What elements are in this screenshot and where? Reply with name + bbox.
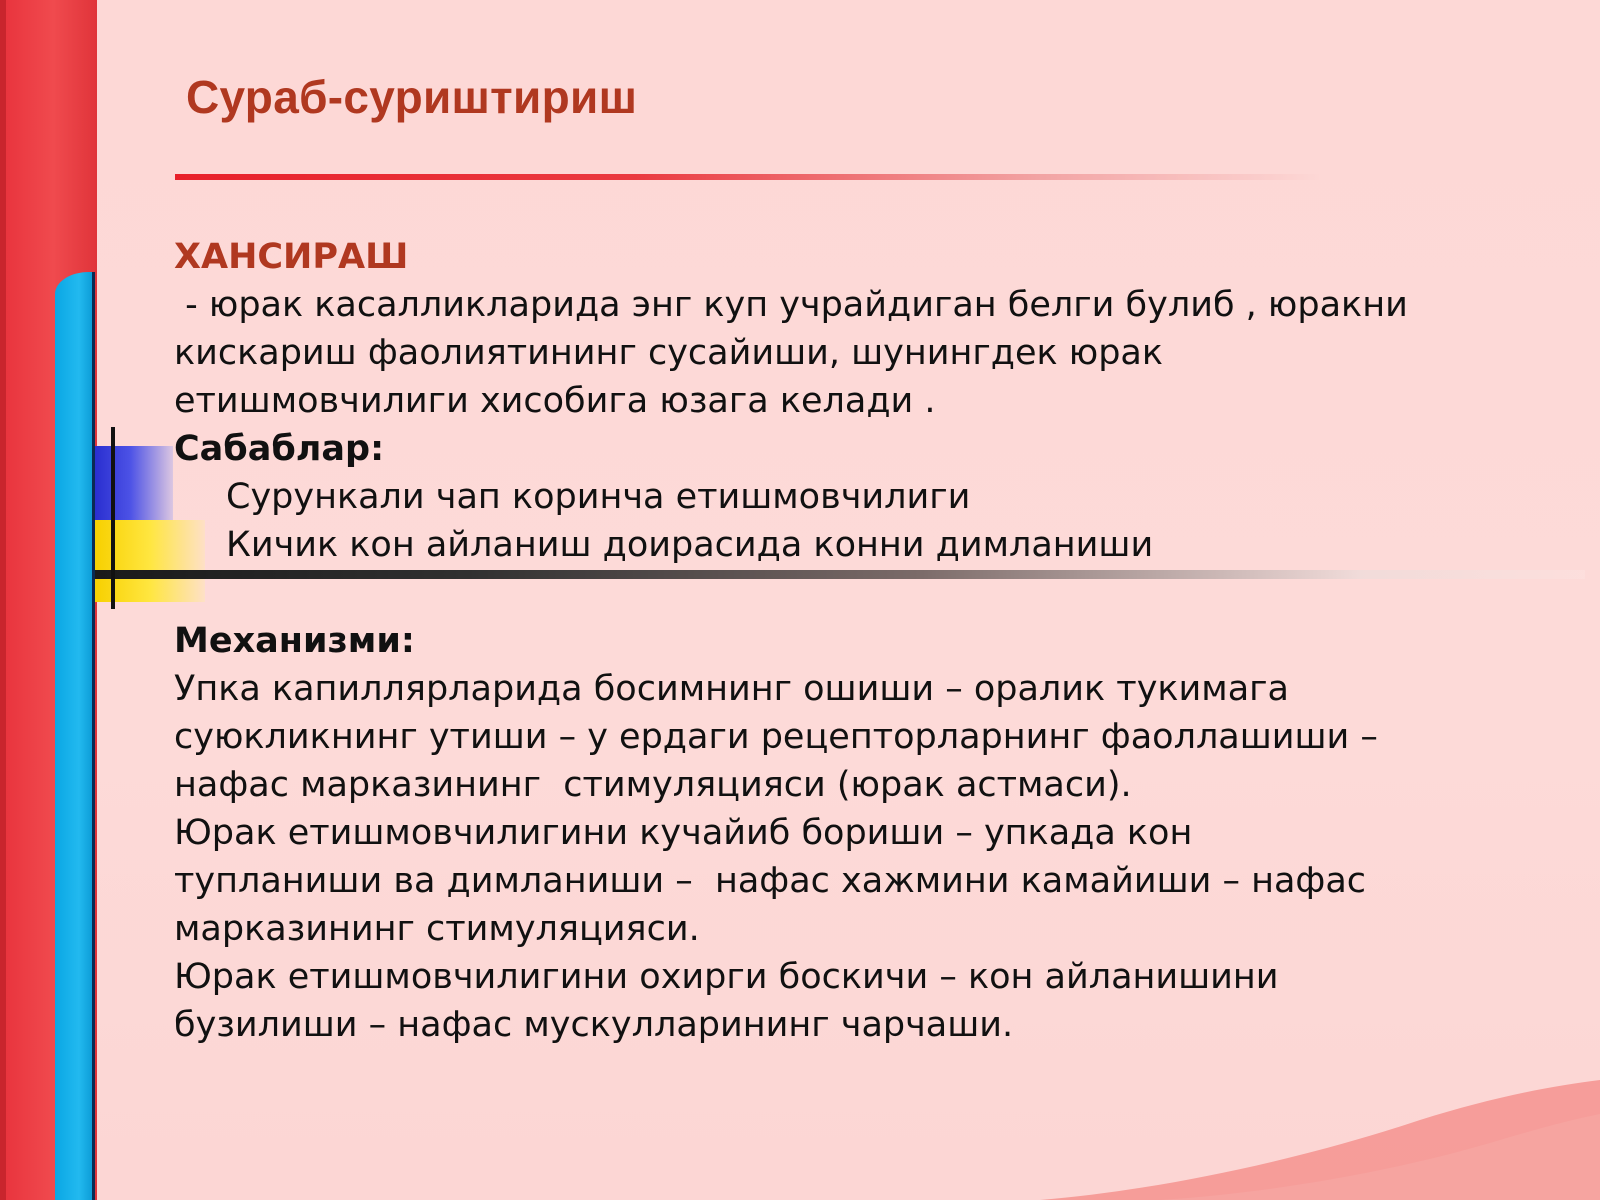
cause-item: Сурункали чап коринча етишмовчилиги <box>226 477 971 517</box>
mechanism-line: бузилиши – нафас мускулларининг чарчаши. <box>174 1005 1014 1045</box>
section-heading: ХАНСИРАШ <box>174 237 409 277</box>
mechanism-line: Юрак етишмовчилигини охирги боскичи – кон айланишини <box>174 957 1279 997</box>
blue-decor-square <box>95 446 173 520</box>
mechanism-line: тупланиши ва димланиши – нафас хажмини камайиши – нафас <box>174 861 1367 901</box>
blue-side-bar-edge <box>92 272 95 1200</box>
definition-line: кискариш фаолиятининг сусайиши, шунингдек юрак <box>174 333 1164 373</box>
mechanisms-heading: Механизми: <box>174 621 415 661</box>
spacer <box>174 569 1574 617</box>
bottom-wave-decoration <box>1040 1080 1600 1200</box>
definition-line: етишмовчилиги хисобига юзага келади . <box>174 381 936 421</box>
slide-content <box>174 233 1574 1049</box>
mechanism-line: марказининг стимуляцияси. <box>174 909 700 949</box>
mechanism-line: Юрак етишмовчилигини кучайиб бориши – упкада кон <box>174 813 1193 853</box>
cause-item: Кичик кон айланиш доирасида конни димланиши <box>226 525 1154 565</box>
mechanism-line: Упка капиллярларида босимнинг ошиши – оралик тукимага <box>174 669 1289 709</box>
red-side-bar-edge <box>0 0 6 1200</box>
slide-title: Сураб-суриштириш <box>186 71 638 123</box>
causes-heading: Сабаблар: <box>174 429 385 469</box>
vertical-divider <box>111 427 115 609</box>
title-underline <box>175 174 1325 180</box>
definition-line: - юрак касалликларида энг куп учрайдиган белги булиб , юракни <box>174 285 1408 325</box>
mechanism-line: нафас марказининг стимуляцияси (юрак астмаси). <box>174 765 1132 805</box>
blue-side-bar <box>55 272 95 1200</box>
mechanism-line: суюкликнинг утиши – у ердаги рецепторларнинг фаоллашиши – <box>174 717 1378 757</box>
